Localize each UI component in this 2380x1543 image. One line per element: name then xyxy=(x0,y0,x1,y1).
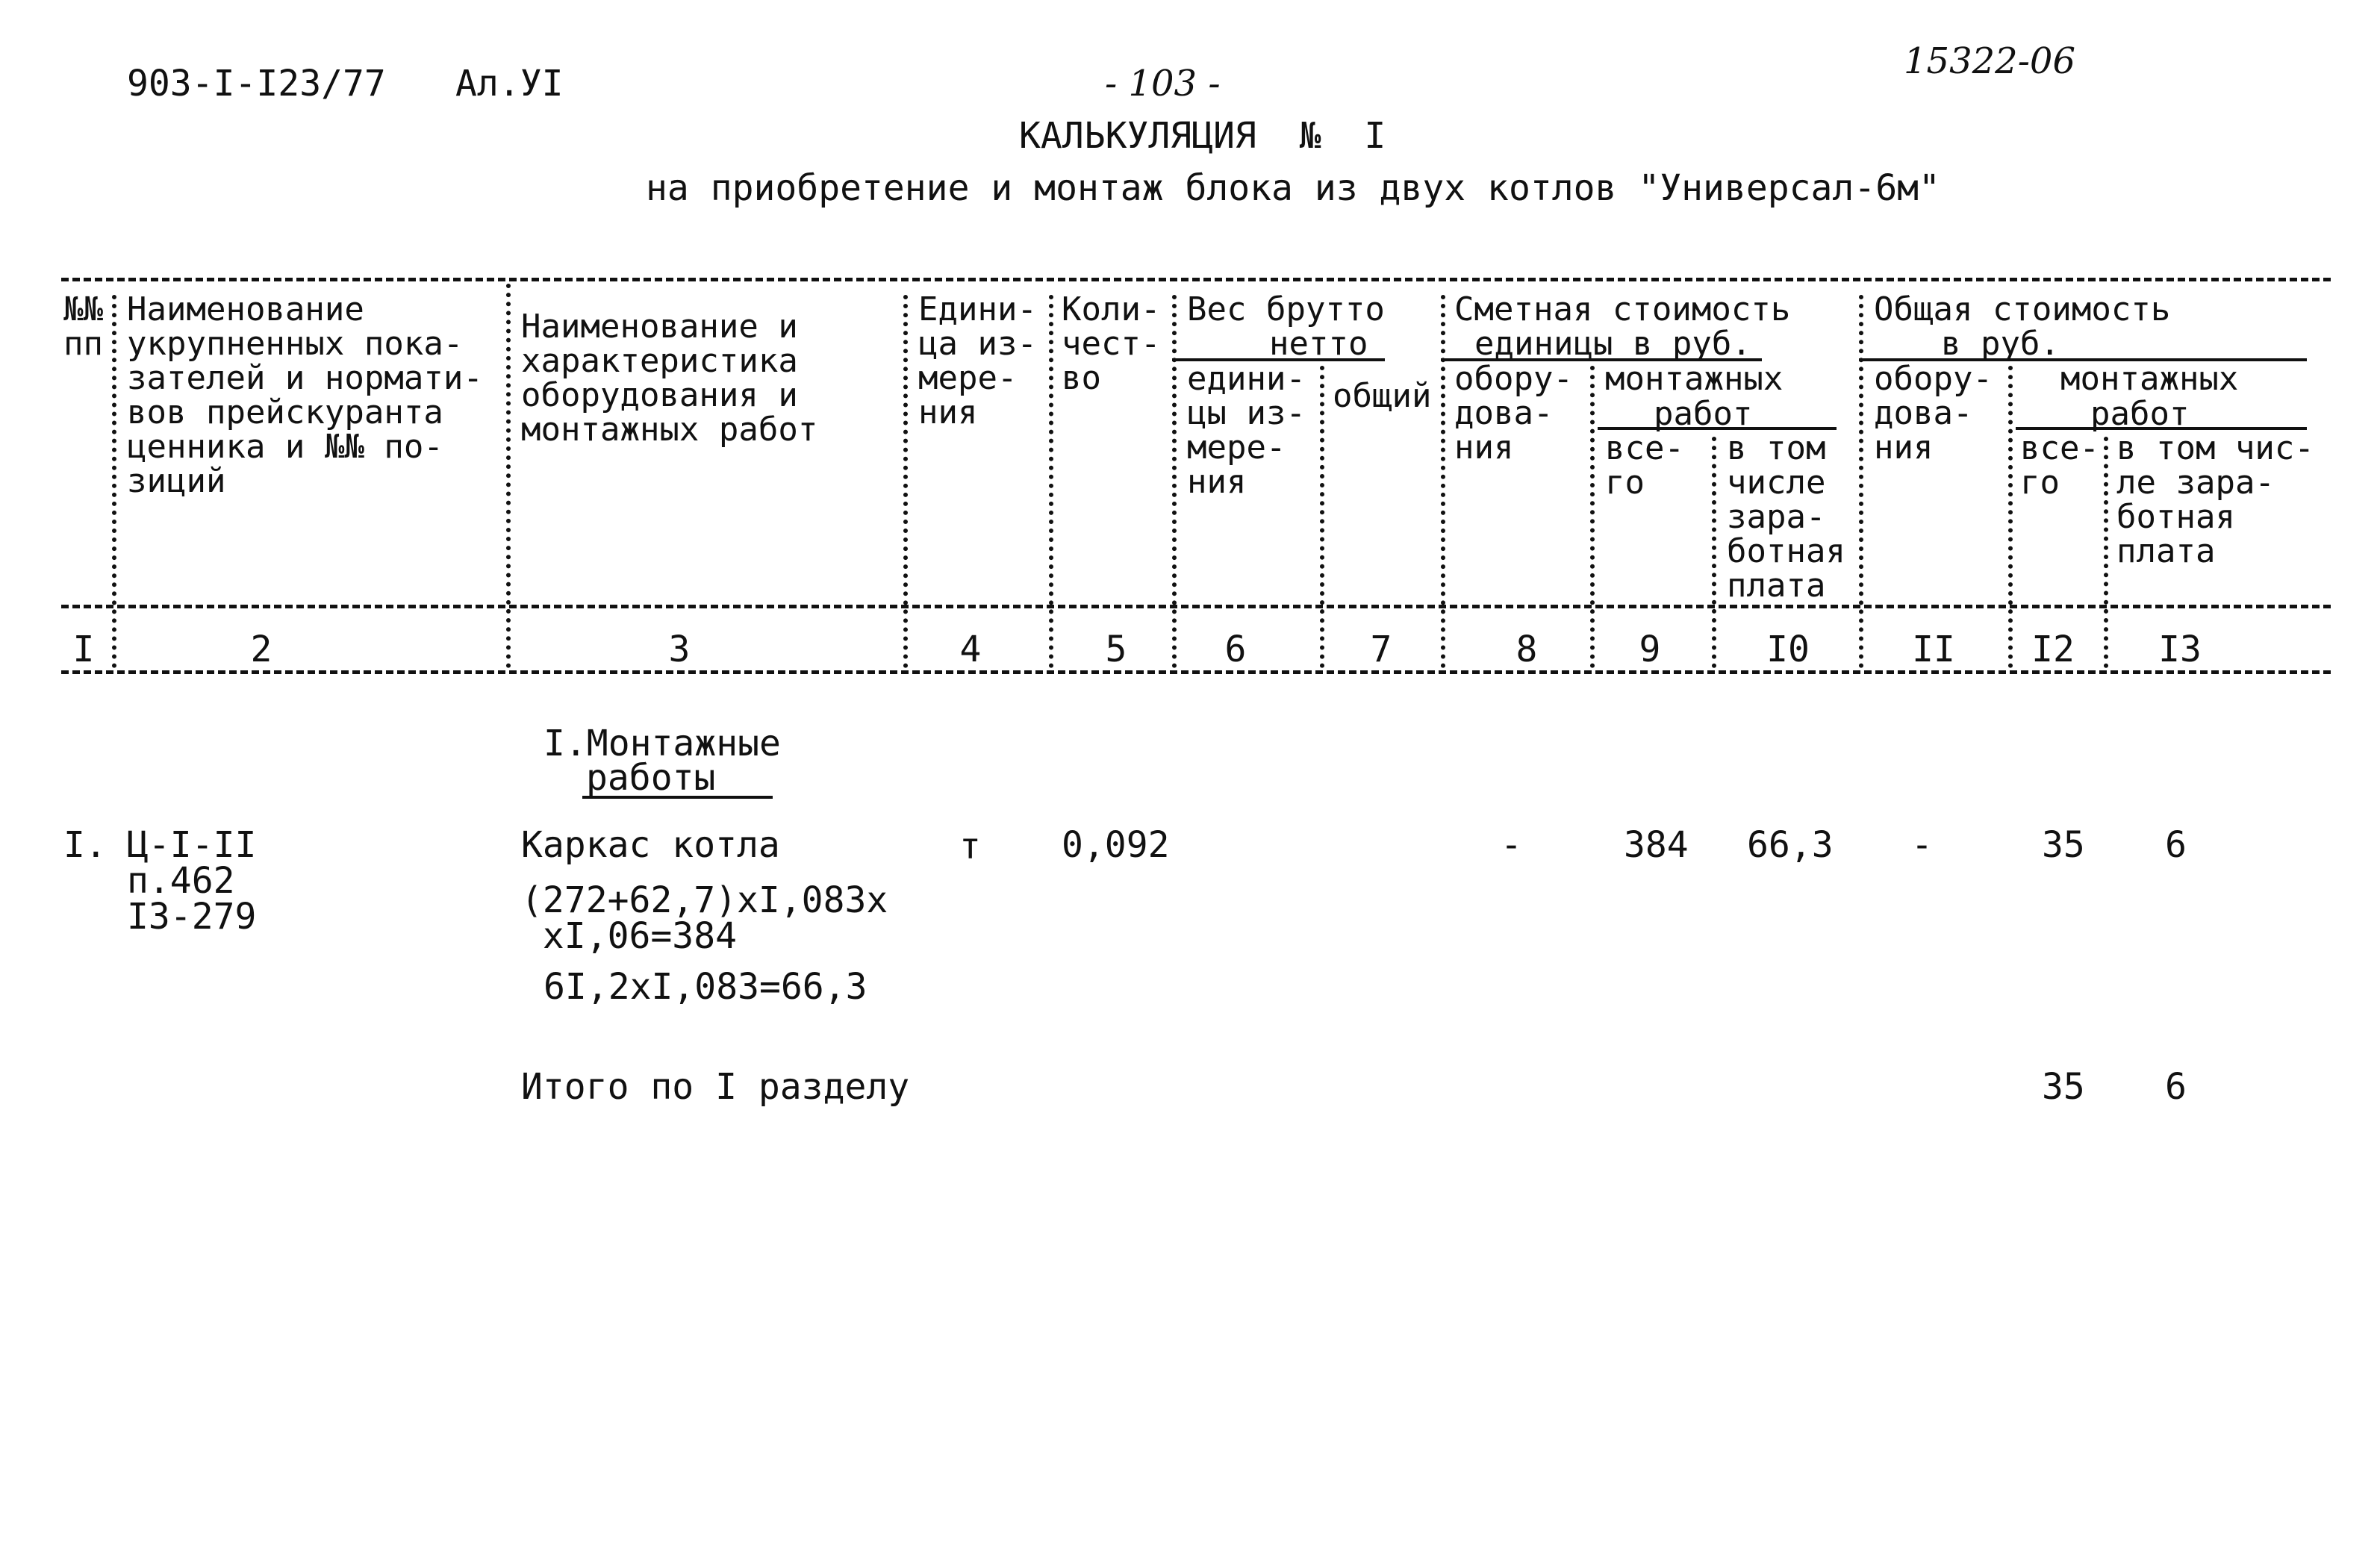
column-number-12: I2 xyxy=(2031,629,2075,670)
section-title: I.Монтажные xyxy=(543,723,781,764)
col-sep-4 xyxy=(1049,295,1053,668)
header-weight-unit: едини- цы из- мере- ния xyxy=(1187,360,1306,501)
table-top-rule xyxy=(61,278,2331,281)
row-wage-formula: 6I,2xI,083=66,3 xyxy=(543,966,867,1008)
col-sep-8 xyxy=(1590,366,1595,668)
document-code: 903-I-I23/77 xyxy=(127,63,386,105)
col-sep-9 xyxy=(1712,437,1716,668)
row-unit-mount-total: 384 xyxy=(1624,824,1689,866)
column-number-5: 5 xyxy=(1105,629,1127,670)
row-quantity: 0,092 xyxy=(1062,824,1170,866)
header-equipment-name: Наименование и характеристика оборудования и монтажных работ xyxy=(521,308,818,449)
header-unit-cost: Сметная стоимость xyxy=(1454,290,1791,328)
calculation-title: КАЛЬКУЛЯЦИЯ № I xyxy=(1019,115,1386,157)
subtotal-total-wage: 6 xyxy=(2165,1066,2187,1108)
row-price-code: Ц-I-II п.462 I3-279 xyxy=(127,824,257,938)
column-number-2: 2 xyxy=(250,629,272,670)
header-unit-mount-wage: в том числе зара- ботная плата xyxy=(1727,429,1845,605)
row-unit-mount-wage: 66,3 xyxy=(1747,824,1834,866)
header-total-cost: Общая стоимость xyxy=(1874,290,2171,328)
column-number-8: 8 xyxy=(1515,629,1538,670)
subtotal-label: Итого по I разделу xyxy=(521,1066,910,1108)
header-weight: Вес брутто xyxy=(1187,290,1385,328)
header-unit-mount-works: работ xyxy=(1654,395,1753,433)
col-sep-5 xyxy=(1172,295,1177,668)
col-sep-11 xyxy=(2008,366,2013,668)
header-indicators: Наименование укрупненных пока- зателей и нормати- вов прейскуранта ценника и №№ по- зиций xyxy=(127,290,483,500)
column-number-1: I xyxy=(72,629,95,670)
header-total-equipment: обору- дова- ния xyxy=(1874,360,1993,467)
header-total-cost-rub: в руб. xyxy=(1941,325,2060,363)
row-unit: т xyxy=(959,826,981,867)
column-number-6: 6 xyxy=(1224,629,1247,670)
subtotal-total-mount: 35 xyxy=(2042,1066,2085,1108)
header-unit-cost-rub: единицы в руб. xyxy=(1474,325,1751,363)
header-total-mount: монтажных xyxy=(2060,360,2239,398)
header-bottom-rule xyxy=(61,605,2331,608)
header-total-mount-total: все- го xyxy=(2020,429,2099,502)
calculation-subtitle: на приобретение и монтаж блока из двух котлов "Универсал-6м" xyxy=(646,167,1940,209)
row-item-name: Каркас котла xyxy=(521,824,780,866)
header-unit-mount: монтажных xyxy=(1605,360,1784,398)
col-sep-3 xyxy=(903,295,908,668)
page-number: - 103 - xyxy=(1105,63,1221,105)
col-sep-2 xyxy=(506,284,511,668)
header-unit: Едини- ца из- мере- ния xyxy=(918,290,1037,431)
column-number-4: 4 xyxy=(959,629,982,670)
archive-number: 15322-06 xyxy=(1904,40,2075,82)
row-unit-equipment-cost: - xyxy=(1501,824,1522,866)
row-total-mount: 35 xyxy=(2042,824,2085,866)
section-title-underline xyxy=(582,796,773,799)
header-quantity: Коли- чест- во xyxy=(1062,290,1161,397)
row-total-equipment-cost: - xyxy=(1911,824,1933,866)
row-number: I. xyxy=(63,824,107,866)
header-weight-total: общий xyxy=(1333,377,1432,415)
col-sep-1 xyxy=(112,295,116,668)
column-number-11: II xyxy=(1912,629,1955,670)
column-number-10: I0 xyxy=(1766,629,1810,670)
header-total-mount-works: работ xyxy=(2090,395,2190,433)
header-weight-net: нетто xyxy=(1269,325,1368,363)
row-total-wage: 6 xyxy=(2165,824,2187,866)
column-numbers-rule xyxy=(61,670,2331,674)
column-number-9: 9 xyxy=(1639,629,1661,670)
header-row-number: №№ пп xyxy=(63,290,103,363)
header-total-mount-wage: в том чис- ле зара- ботная плата xyxy=(2116,429,2314,570)
col-sep-7 xyxy=(1441,295,1445,668)
column-number-7: 7 xyxy=(1370,629,1392,670)
col-sep-6 xyxy=(1320,366,1324,668)
col-sep-12 xyxy=(2104,437,2108,668)
section-title-works: работы xyxy=(586,757,716,799)
col-sep-10 xyxy=(1859,295,1863,668)
header-unit-equipment: обору- дова- ния xyxy=(1454,360,1573,467)
column-number-3: 3 xyxy=(668,629,691,670)
column-number-13: I3 xyxy=(2158,629,2202,670)
header-unit-mount-total: все- го xyxy=(1605,429,1684,502)
row-calculation-formula: (272+62,7)xI,083x xI,06=384 xyxy=(521,879,888,957)
sheet-label: Ал.УI xyxy=(455,63,564,105)
